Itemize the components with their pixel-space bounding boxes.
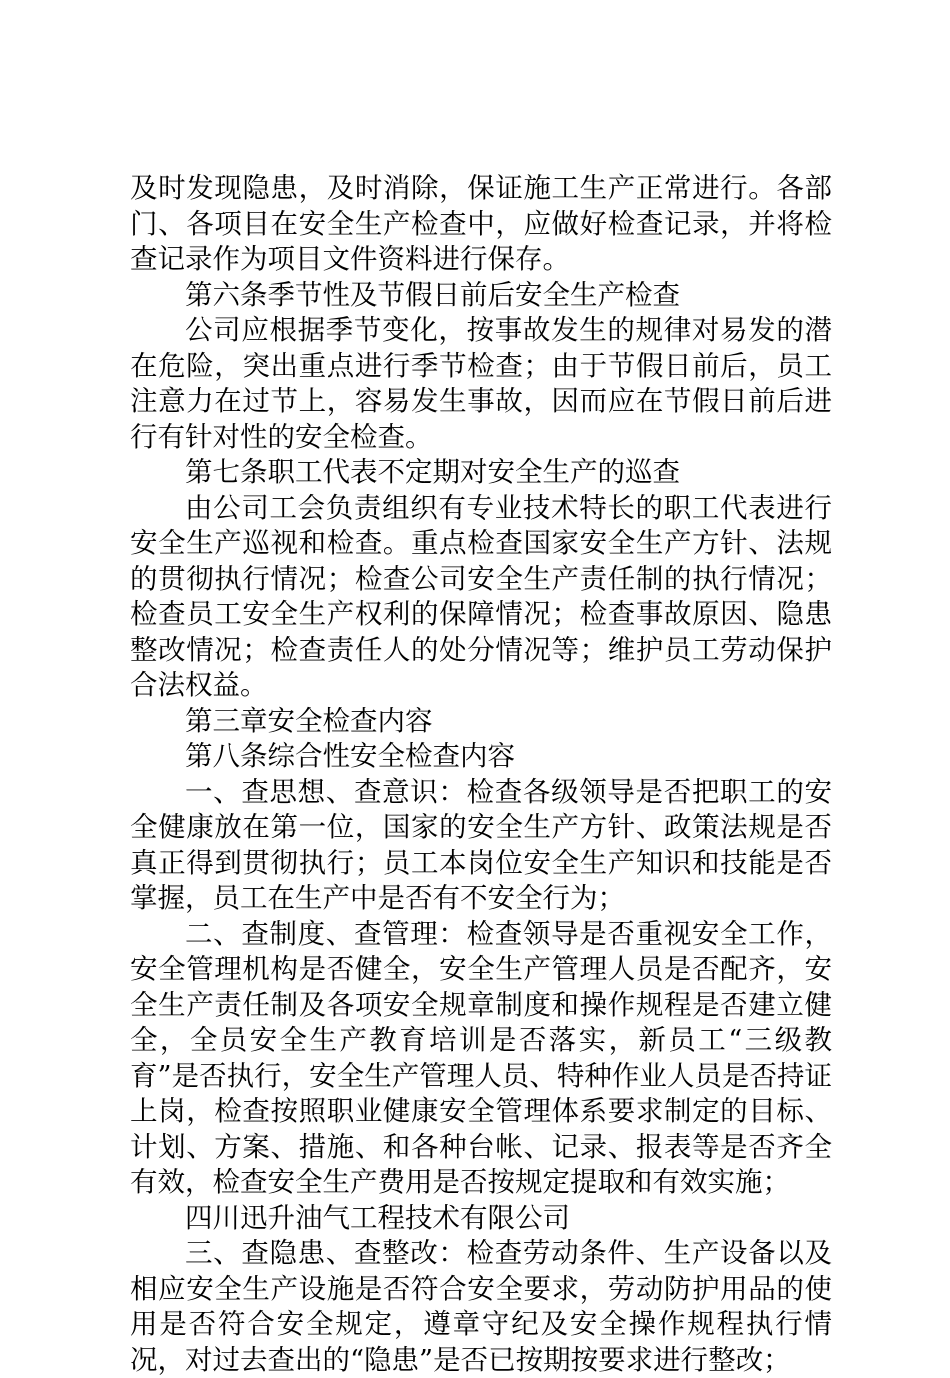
article-8-item-3: 三、查隐患、查整改：检查劳动条件、生产设备以及相应安全生产设施是否符合安全要求，劳动防护用品的使用是否符合安全规定，遵章守纪及安全操作规程执行情况，对过去查出的“隐患”是否已按期按要求进行整改；: [130, 1237, 832, 1376]
article-7-body: 由公司工会负责组织有专业技术特长的职工代表进行安全生产巡视和检查。重点检查国家安全生产方针、法规的贯彻执行情况；检查公司安全生产责任制的执行情况；检查员工安全生产权利的保障情况；检查事故原因、隐患整改情况；检查责任人的处分情况等；维护员工劳动保护合法权益。: [130, 491, 832, 701]
article-8-item-1: 一、查思想、查意识：检查各级领导是否把职工的安全健康放在第一位，国家的安全生产方针、政策法规是否真正得到贯彻执行；员工本岗位安全生产知识和技能是否掌握，员工在生产中是否有不安全行为；: [130, 775, 832, 914]
article-6-body: 公司应根据季节变化，按事故发生的规律对易发的潜在危险，突出重点进行季节检查；由于节假日前后，员工注意力在过节上，容易发生事故，因而应在节假日前后进行有针对性的安全检查。: [130, 314, 832, 453]
chapter-3-heading: 第三章安全检查内容: [185, 704, 433, 737]
paragraph-continuation: 及时发现隐患，及时消除，保证施工生产正常进行。各部门、各项目在安全生产检查中，应做好检查记录，并将检查记录作为项目文件资料进行保存。: [130, 172, 832, 275]
article-8-item-2: 二、查制度、查管理：检查领导是否重视安全工作，安全管理机构是否健全，安全生产管理人员是否配齐，安全生产责任制及各项安全规章制度和操作规程是否建立健全，全员安全生产教育培训是否落实，新员工“三级教育”是否执行，安全生产管理人员、特种作业人员是否持证上岗，检查按照职业健康安全管理体系要求制定的目标、计划、方案、措施、和各种台帐、记录、报表等是否齐全有效，检查安全生产费用是否按规定提取和有效实施；: [130, 917, 832, 1198]
company-name: 四川迅升油气工程技术有限公司: [185, 1201, 570, 1234]
article-7-heading: 第七条职工代表不定期对安全生产的巡查: [185, 456, 680, 488]
document-body: [130, 171, 832, 1378]
article-8-heading: 第八条综合性安全检查内容: [185, 740, 515, 772]
article-6-heading: 第六条季节性及节假日前后安全生产检查: [185, 278, 680, 311]
